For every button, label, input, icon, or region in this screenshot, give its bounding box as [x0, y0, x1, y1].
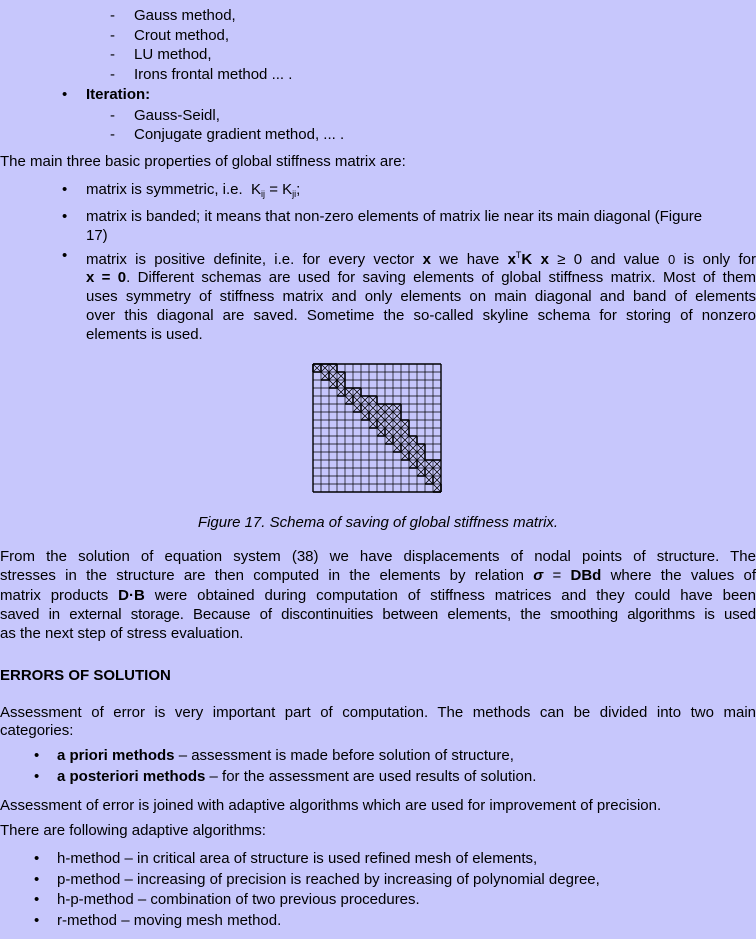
- stored-element-mark: [385, 436, 393, 444]
- vector-symbol: x: [422, 251, 431, 268]
- stored-element-mark: [353, 404, 361, 412]
- text-segment: were obtained during computation of stiffness matrices and they could have been: [154, 587, 756, 604]
- text-segment: and value: [590, 251, 660, 268]
- stored-element-mark: [337, 372, 345, 380]
- stored-element-mark: [377, 412, 385, 420]
- properties-intro: The main three basic properties of global stiffness matrix are:: [0, 153, 406, 170]
- stored-element-mark: [369, 412, 377, 420]
- algorithm-text: r-method – moving mesh method.: [57, 912, 282, 929]
- method-label: Gauss-Seidl,: [134, 107, 220, 124]
- bullet-dot: •: [34, 912, 40, 929]
- dash-bullet: -: [110, 126, 115, 143]
- stored-element-mark: [425, 476, 433, 484]
- method-label: Irons frontal method ... .: [134, 66, 293, 83]
- property-line: [86, 268, 756, 287]
- stored-element-mark: [417, 444, 425, 452]
- method-label: Gauss method,: [134, 7, 236, 24]
- stored-element-mark: [369, 396, 377, 404]
- stored-element-mark: [361, 404, 369, 412]
- stored-element-mark: [377, 428, 385, 436]
- errors-following: There are following adaptive algorithms:: [0, 822, 266, 839]
- property-line: elements is used.: [86, 326, 203, 343]
- stored-element-mark: [401, 420, 409, 428]
- property-line: [86, 246, 756, 269]
- stored-element-mark: [393, 444, 401, 452]
- formula-eq: =: [265, 181, 283, 198]
- stored-element-mark: [385, 404, 393, 412]
- method-label: Conjugate gradient method, ... .: [134, 126, 345, 143]
- stored-element-mark: [393, 404, 401, 412]
- errors-joined: Assessment of error is joined with adaptive algorithms which are used for improvement of precision.: [0, 797, 662, 814]
- stored-element-mark: [409, 436, 417, 444]
- stored-element-mark: [353, 396, 361, 404]
- property-line: uses symmetry of stiffness matrix and only elements on main diagonal and band of elements: [86, 288, 756, 305]
- formula-part: K: [521, 251, 533, 268]
- dash-bullet: -: [110, 27, 115, 44]
- text-segment: is only for: [683, 251, 756, 268]
- stored-element-mark: [321, 372, 329, 380]
- stored-element-mark: [401, 428, 409, 436]
- stored-element-mark: [361, 412, 369, 420]
- stiffness-matrix-figure: [312, 363, 445, 496]
- section-heading: ERRORS OF SOLUTION: [0, 667, 171, 684]
- dash-bullet: -: [110, 7, 115, 24]
- dash-bullet: -: [110, 46, 115, 63]
- bullet-dot: •: [34, 768, 40, 785]
- stored-element-mark: [313, 364, 321, 372]
- algorithm-text: h-method – in critical area of structure is used refined mesh of elements,: [57, 850, 538, 867]
- stored-element-mark: [409, 460, 417, 468]
- stored-element-mark: [401, 452, 409, 460]
- property-text: 17): [86, 227, 108, 244]
- formula-part: DBd: [570, 567, 602, 584]
- solution-line: [0, 586, 756, 605]
- algorithm-text: p-method – increasing of precision is reached by increasing of polynomial degree,: [57, 871, 600, 888]
- method-name: a priori methods: [57, 747, 175, 764]
- property-label: matrix is symmetric, i.e.: [86, 181, 243, 198]
- solution-line: as the next step of stress evaluation.: [0, 625, 244, 642]
- stored-element-mark: [433, 468, 441, 476]
- stored-element-mark: [345, 396, 353, 404]
- bullet-dot: •: [34, 747, 40, 764]
- dash-bullet: -: [110, 66, 115, 83]
- text-segment: matrix is positive definite, i.e. for every vector: [86, 251, 415, 268]
- formula-part: ≥ 0: [548, 251, 583, 268]
- formula-sub: ji: [292, 189, 297, 199]
- bullet-dot: •: [62, 247, 68, 264]
- text-segment: we have: [439, 251, 500, 268]
- formula-part: K: [282, 181, 293, 198]
- stored-element-mark: [393, 412, 401, 420]
- bullet-dot: •: [62, 208, 68, 225]
- stored-element-mark: [321, 364, 329, 372]
- stored-element-mark: [425, 468, 433, 476]
- stored-element-mark: [337, 380, 345, 388]
- stored-element-mark: [433, 460, 441, 468]
- stored-element-mark: [417, 452, 425, 460]
- text-segment: stresses in the structure are then computed in the elements by relation: [0, 567, 524, 584]
- method-label: Crout method,: [134, 27, 230, 44]
- stored-element-mark: [401, 436, 409, 444]
- errors-intro-line: categories:: [0, 722, 74, 739]
- formula: [251, 181, 300, 198]
- stored-element-mark: [433, 476, 441, 484]
- bullet-dot: •: [34, 850, 40, 867]
- stored-element-mark: [377, 420, 385, 428]
- stored-element-mark: [409, 444, 417, 452]
- formula-part: D·B: [118, 587, 145, 604]
- formula-part: 0: [667, 252, 676, 267]
- formula-sub: ij: [261, 189, 266, 199]
- formula-part: x = 0: [86, 269, 127, 286]
- stored-element-mark: [401, 444, 409, 452]
- stored-element-mark: [393, 428, 401, 436]
- bullet-dot: •: [34, 891, 40, 908]
- dash-bullet: -: [110, 107, 115, 124]
- method-text: – for the assessment are used results of solution.: [205, 768, 537, 785]
- formula: [508, 251, 583, 268]
- stored-element-mark: [385, 420, 393, 428]
- text-segment: . Different schemas are used for saving elements of global stiffness matrix. Most of them: [126, 269, 756, 286]
- stored-element-mark: [425, 460, 433, 468]
- errors-intro-line: Assessment of error is very important part of computation. The methods can be divided into two main: [0, 704, 756, 721]
- bullet-dot: •: [34, 871, 40, 888]
- method-text: – assessment is made before solution of structure,: [174, 747, 514, 764]
- text-segment: where the values of: [610, 567, 756, 584]
- stored-element-mark: [329, 380, 337, 388]
- algorithm-text: h-p-method – combination of two previous procedures.: [57, 891, 420, 908]
- formula-part: =: [543, 567, 571, 584]
- stored-element-mark: [409, 452, 417, 460]
- property-line: over this diagonal are saved. Sometime the so-called skyline schema for storing of nonzero: [86, 307, 756, 324]
- formula-part: σ: [533, 567, 544, 584]
- stored-element-mark: [353, 388, 361, 396]
- bullet-dot: •: [62, 181, 68, 198]
- method-name: a posteriori methods: [57, 768, 206, 785]
- property-text: matrix is banded; it means that non-zero elements of matrix lie near its main diagonal (Figure: [86, 208, 703, 225]
- formula-sup: T: [515, 250, 522, 260]
- text-segment: matrix products: [0, 587, 109, 604]
- formula: [533, 567, 601, 584]
- figure-caption: Figure 17. Schema of saving of global stiffness matrix.: [197, 514, 559, 531]
- stored-element-mark: [369, 404, 377, 412]
- stored-element-mark: [329, 372, 337, 380]
- stored-element-mark: [385, 412, 393, 420]
- stored-element-mark: [329, 364, 337, 372]
- stored-element-mark: [385, 428, 393, 436]
- method-label: LU method,: [134, 46, 212, 63]
- stored-element-mark: [361, 396, 369, 404]
- bullet-dot: •: [62, 86, 68, 103]
- iteration-label: Iteration:: [86, 86, 151, 103]
- stored-element-mark: [345, 388, 353, 396]
- stored-element-mark: [393, 420, 401, 428]
- property-text: [86, 180, 300, 204]
- stored-element-mark: [393, 436, 401, 444]
- formula-part: x: [532, 251, 549, 268]
- stored-element-mark: [337, 388, 345, 396]
- formula-end: ;: [296, 181, 301, 198]
- stored-element-mark: [369, 420, 377, 428]
- solution-line: saved in external storage. Because of discontinuities between elements, the smoothing algorithms is used: [0, 606, 756, 623]
- solution-line: [0, 566, 756, 585]
- stored-element-mark: [417, 460, 425, 468]
- method-desc: [57, 767, 536, 786]
- method-desc: [57, 746, 514, 765]
- stored-element-mark: [417, 468, 425, 476]
- solution-line: From the solution of equation system (38) we have displacements of nodal points of structure. The: [0, 548, 756, 565]
- formula-part: K: [251, 181, 262, 198]
- stored-element-mark: [377, 404, 385, 412]
- formula-part: x: [507, 251, 516, 268]
- stored-element-mark: [433, 484, 441, 492]
